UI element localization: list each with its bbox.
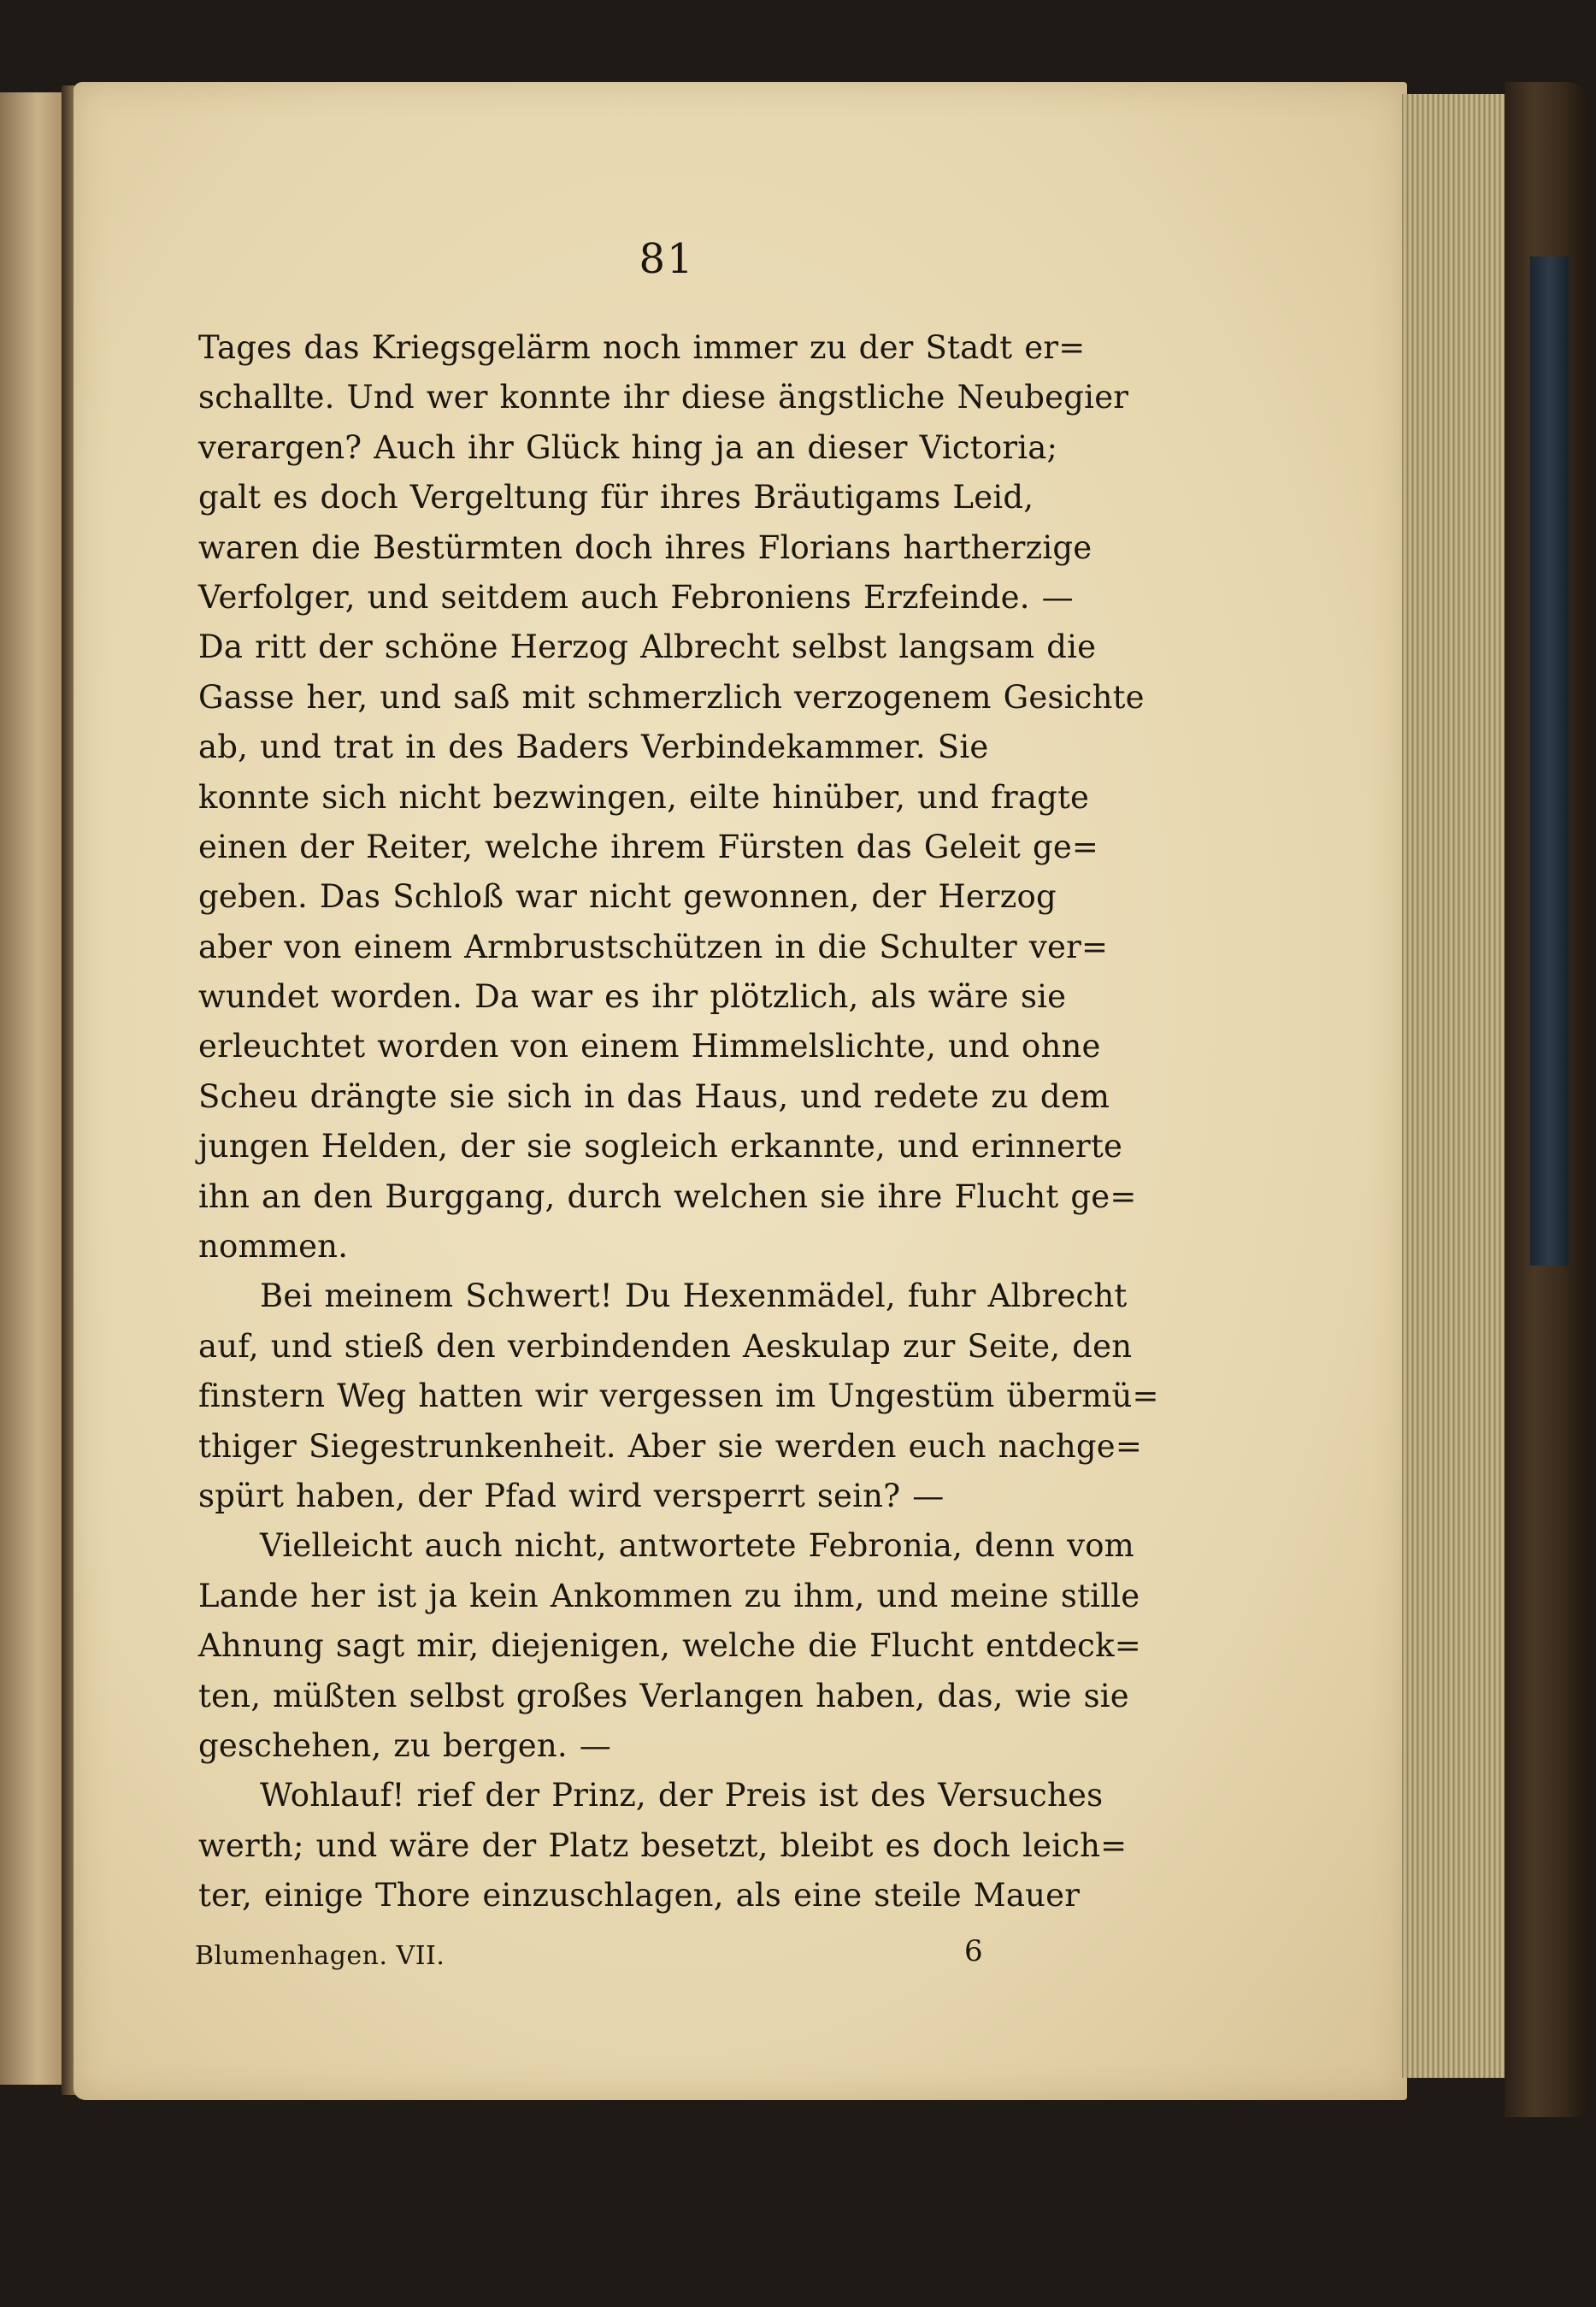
- cover-spine-band: [1530, 257, 1569, 1266]
- footer-sheet-number: 6: [964, 1934, 983, 1968]
- footer-signature: Blumenhagen. VII.: [195, 1941, 445, 1971]
- text-line: Verfolger, und seitdem auch Febroniens Erzfeinde. —: [198, 578, 1074, 616]
- text-line: erleuchtet worden von einem Himmelslichte, und ohne: [198, 1028, 1101, 1065]
- text-line: jungen Helden, der sie sogleich erkannte, und erinnerte: [198, 1128, 1123, 1165]
- text-line: waren die Bestürmten doch ihres Florians hartherzige: [198, 528, 1092, 566]
- text-line: wundet worden. Da war es ihr plötzlich, als wäre sie: [198, 978, 1067, 1016]
- text-line: spürt haben, der Pfad wird versperrt sein? —: [198, 1477, 945, 1514]
- text-line: Bei meinem Schwert! Du Hexenmädel, fuhr Albrecht: [260, 1277, 1128, 1315]
- text-line: aber von einem Armbrustschützen in die Schulter ver=: [198, 928, 1109, 965]
- text-line: ter, einige Thore einzuschlagen, als eine steile Mauer: [198, 1877, 1081, 1915]
- text-line: Ahnung sagt mir, diejenigen, welche die Flucht entdeck=: [198, 1627, 1141, 1665]
- text-line: Scheu drängte sie sich in das Haus, und redete zu dem: [198, 1077, 1110, 1115]
- text-line: Wohlauf! rief der Prinz, der Preis ist des Versuches: [260, 1777, 1104, 1814]
- text-line: auf, und stieß den verbindenden Aeskulap zur Seite, den: [198, 1327, 1133, 1365]
- text-line: Vielleicht auch nicht, antwortete Febronia, denn vom: [260, 1527, 1134, 1565]
- text-line: ihn an den Burggang, durch welchen sie ihre Flucht ge=: [198, 1177, 1137, 1215]
- text-line: Tages das Kriegsgelärm noch immer zu der Stadt er=: [198, 329, 1086, 366]
- text-line: geben. Das Schloß war nicht gewonnen, der Herzog: [198, 878, 1057, 916]
- text-line: nommen.: [198, 1228, 349, 1266]
- text-line: Da ritt der schöne Herzog Albrecht selbst langsam die: [198, 628, 1097, 666]
- text-line: ten, müßten selbst großes Verlangen haben, das, wie sie: [198, 1677, 1129, 1714]
- text-line: Gasse her, und saß mit schmerzlich verzogenem Gesichte: [198, 678, 1145, 716]
- text-line: geschehen, zu bergen. —: [198, 1726, 611, 1764]
- body-text: [198, 323, 1181, 1921]
- text-line: ab, und trat in des Baders Verbindekammer. Sie: [198, 729, 989, 766]
- text-line: thiger Siegestrunkenheit. Aber sie werden euch nachge=: [198, 1427, 1143, 1465]
- text-line: werth; und wäre der Platz besetzt, bleibt es doch leich=: [198, 1826, 1128, 1864]
- page-number: 81: [639, 235, 695, 283]
- text-line: einen der Reiter, welche ihrem Fürsten das Geleit ge=: [198, 828, 1099, 865]
- text-line: schallte. Und wer konnte ihr diese ängstliche Neubegier: [198, 379, 1129, 416]
- text-line: galt es doch Vergeltung für ihres Bräutigams Leid,: [198, 479, 1034, 516]
- text-line: konnte sich nicht bezwingen, eilte hinüber, und fragte: [198, 778, 1090, 816]
- text-line: verargen? Auch ihr Glück hing ja an dieser Victoria;: [198, 428, 1058, 466]
- left-page-edge: [0, 92, 68, 2085]
- text-line: finstern Weg hatten wir vergessen im Ungestüm übermü=: [198, 1378, 1159, 1415]
- page-block-edges: [1402, 94, 1513, 2078]
- text-line: Lande her ist ja kein Ankommen zu ihm, und meine stille: [198, 1577, 1140, 1614]
